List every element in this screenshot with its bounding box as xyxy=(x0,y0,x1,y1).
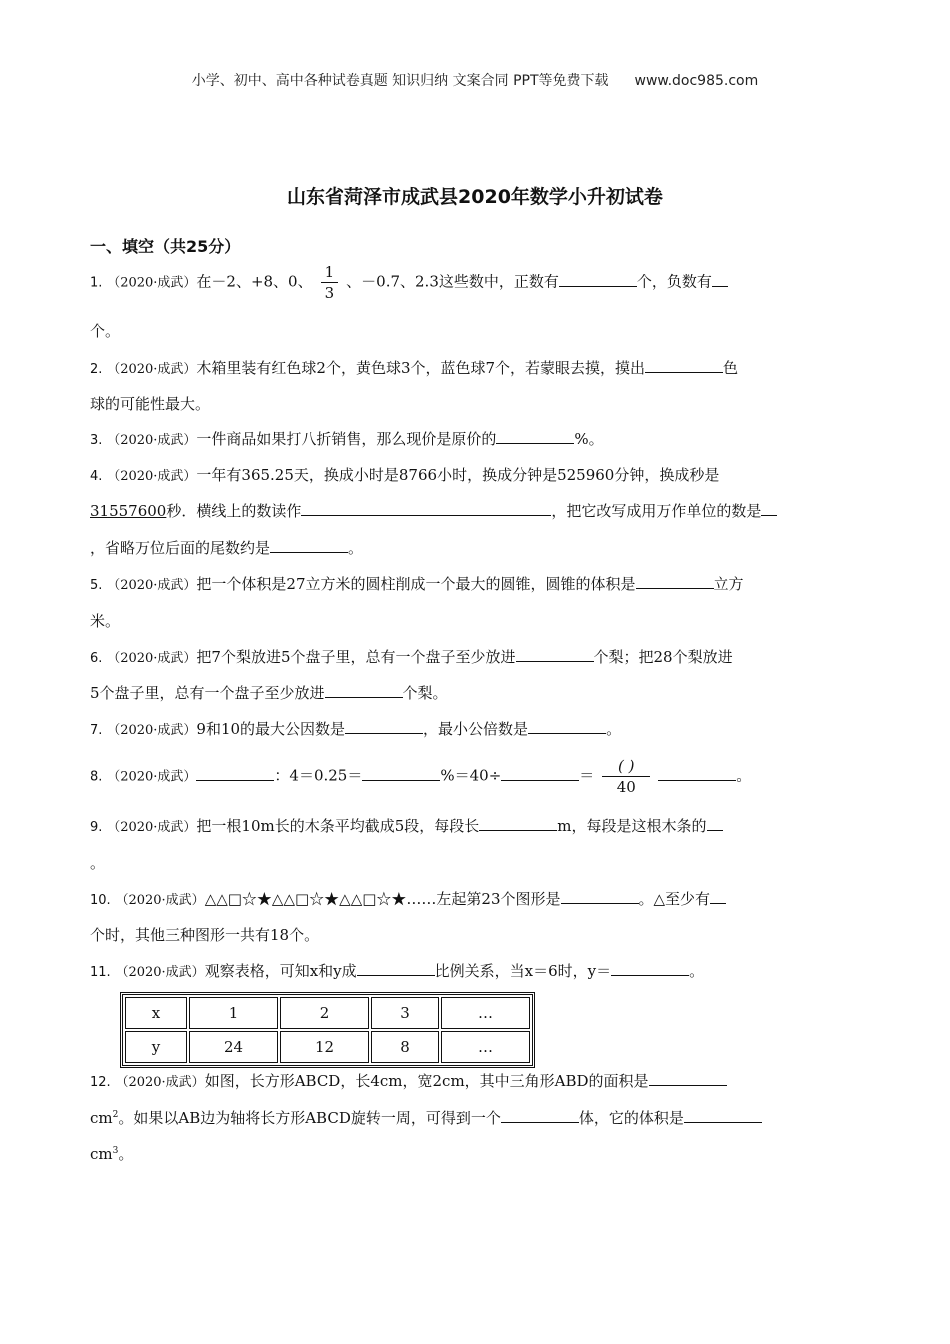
question-4-cont2: ，省略万位后面的尾数约是 。 xyxy=(90,539,364,557)
table-row xyxy=(125,997,530,1029)
answer-blank[interactable] xyxy=(270,538,348,553)
answer-blank[interactable] xyxy=(501,1108,579,1123)
header-url[interactable]: www.doc985.com xyxy=(634,73,759,89)
source-tag: （2020·成武） xyxy=(115,893,205,908)
source-tag: （2020·成武） xyxy=(107,362,197,377)
answer-blank[interactable] xyxy=(649,1071,727,1086)
question-1-cont: 个。 xyxy=(90,322,121,340)
table-cell: 12 xyxy=(280,1031,369,1063)
answer-blank[interactable] xyxy=(761,501,777,516)
question-8: 8. （2020·成武） ：4＝0.25＝ %＝40÷ ＝ $\frac{( )}{40}$ 。 xyxy=(90,757,752,796)
answer-blank[interactable] xyxy=(710,889,726,904)
answer-blank[interactable] xyxy=(496,429,574,444)
question-1: 1. （2020·成武）在－2、+8、0、 $\frac{1}{3}$ 、－0.7、2.3这些数中，正数有 个，负数有 xyxy=(90,262,728,303)
answer-blank[interactable] xyxy=(561,889,639,904)
answer-blank[interactable] xyxy=(301,501,551,516)
section-heading: 一、填空（共25分） xyxy=(90,237,241,256)
answer-blank[interactable] xyxy=(645,358,723,373)
answer-blank[interactable] xyxy=(712,272,728,287)
question-2-cont: 球的可能性最大。 xyxy=(90,395,211,413)
question-5-cont: 米。 xyxy=(90,612,121,630)
fraction: $\frac{1}{3}$ xyxy=(321,262,339,303)
source-tag: （2020·成武） xyxy=(115,965,205,980)
answer-blank[interactable] xyxy=(707,816,723,831)
question-9: 9. （2020·成武）把一根10m长的木条平均截成5段，每段长 m，每段是这根木条的 xyxy=(90,815,723,836)
source-tag: （2020·成武） xyxy=(107,769,197,785)
source-tag: （2020·成武） xyxy=(107,651,197,666)
table-cell: y xyxy=(125,1031,187,1063)
answer-blank[interactable] xyxy=(362,766,440,781)
answer-blank[interactable] xyxy=(611,961,689,976)
question-11: 11. （2020·成武）观察表格，可知x和y成 比例关系，当x＝6时，y＝ 。 xyxy=(90,962,705,980)
answer-blank[interactable] xyxy=(658,766,736,781)
source-tag: （2020·成武） xyxy=(107,433,197,448)
source-tag: （2020·成武） xyxy=(107,275,197,291)
source-tag: （2020·成武） xyxy=(115,1075,205,1090)
xy-table xyxy=(120,992,535,1068)
answer-blank[interactable] xyxy=(516,647,594,662)
question-5: 5. （2020·成武）把一个体积是27立方米的圆柱削成一个最大的圆锥，圆锥的体积是 立方 xyxy=(90,575,744,593)
page-title: 山东省菏泽市成武县2020年数学小升初试卷 xyxy=(287,186,663,208)
question-12-cont2: $cm^3$。 xyxy=(90,1145,134,1163)
table-cell: 24 xyxy=(189,1031,278,1063)
question-12: 12. （2020·成武）如图，长方形ABCD，长4cm，宽2cm，其中三角形ABD的面积是 xyxy=(90,1070,727,1091)
header-text: 小学、初中、高中各种试卷真题 知识归纳 文案合同 PPT等免费下载 xyxy=(191,73,609,89)
table-row xyxy=(125,1031,530,1063)
question-6-cont: 5个盘子里，总有一个盘子至少放进 个梨。 xyxy=(90,684,448,702)
table-cell: 1 xyxy=(189,997,278,1029)
question-6: 6. （2020·成武）把7个梨放进5个盘子里，总有一个盘子至少放进 个梨；把28个梨放进 xyxy=(90,648,733,666)
answer-blank[interactable] xyxy=(559,272,637,287)
answer-blank[interactable] xyxy=(357,961,435,976)
answer-blank[interactable] xyxy=(325,683,403,698)
table-cell: 2 xyxy=(280,997,369,1029)
answer-blank[interactable] xyxy=(636,574,714,589)
answer-blank[interactable] xyxy=(501,766,579,781)
table-cell: 8 xyxy=(371,1031,439,1063)
question-10: 10. （2020·成武）△△□☆★△△□☆★△△□☆★……左起第23个图形是 。△至少有 xyxy=(90,888,726,909)
table-cell: x xyxy=(125,997,187,1029)
question-4: 4. （2020·成武）一年有365.25天，换成小时是8766小时，换成分钟是525960分钟，换成秒是 xyxy=(90,466,720,484)
question-10-cont: 个时，其他三种图形一共有18个。 xyxy=(90,926,320,944)
source-tag: （2020·成武） xyxy=(107,820,197,835)
table-cell: … xyxy=(441,1031,530,1063)
fraction: $\frac{( )}{40}$ xyxy=(602,756,650,797)
question-7: 7. （2020·成武）9和10的最大公因数是 ，最小公倍数是 。 xyxy=(90,720,622,738)
source-tag: （2020·成武） xyxy=(107,723,197,738)
answer-blank[interactable] xyxy=(345,719,423,734)
table-cell: … xyxy=(441,997,530,1029)
source-tag: （2020·成武） xyxy=(107,469,197,484)
answer-blank[interactable] xyxy=(528,719,606,734)
table-cell: 3 xyxy=(371,997,439,1029)
source-tag: （2020·成武） xyxy=(107,578,197,593)
question-12-cont: $cm^2$。如果以AB边为轴将长方形ABCD旋转一周，可得到一个 体，它的体积是 xyxy=(90,1107,762,1128)
answer-blank[interactable] xyxy=(196,766,274,781)
question-2: 2. （2020·成武）木箱里装有红色球2个，黄色球3个，蓝色球7个，若蒙眼去摸，摸出 色 xyxy=(90,359,739,377)
question-3: 3. （2020·成武）一件商品如果打八折销售，那么现价是原价的 %。 xyxy=(90,430,604,448)
answer-blank[interactable] xyxy=(479,816,557,831)
question-4-cont: 31557600秒．横线上的数读作 ，把它改写成用万作单位的数是 xyxy=(90,500,777,521)
question-9-cont: 。 xyxy=(90,854,106,872)
page-header xyxy=(0,70,950,90)
underlined-number: 31557600 xyxy=(90,502,167,520)
answer-blank[interactable] xyxy=(684,1108,762,1123)
